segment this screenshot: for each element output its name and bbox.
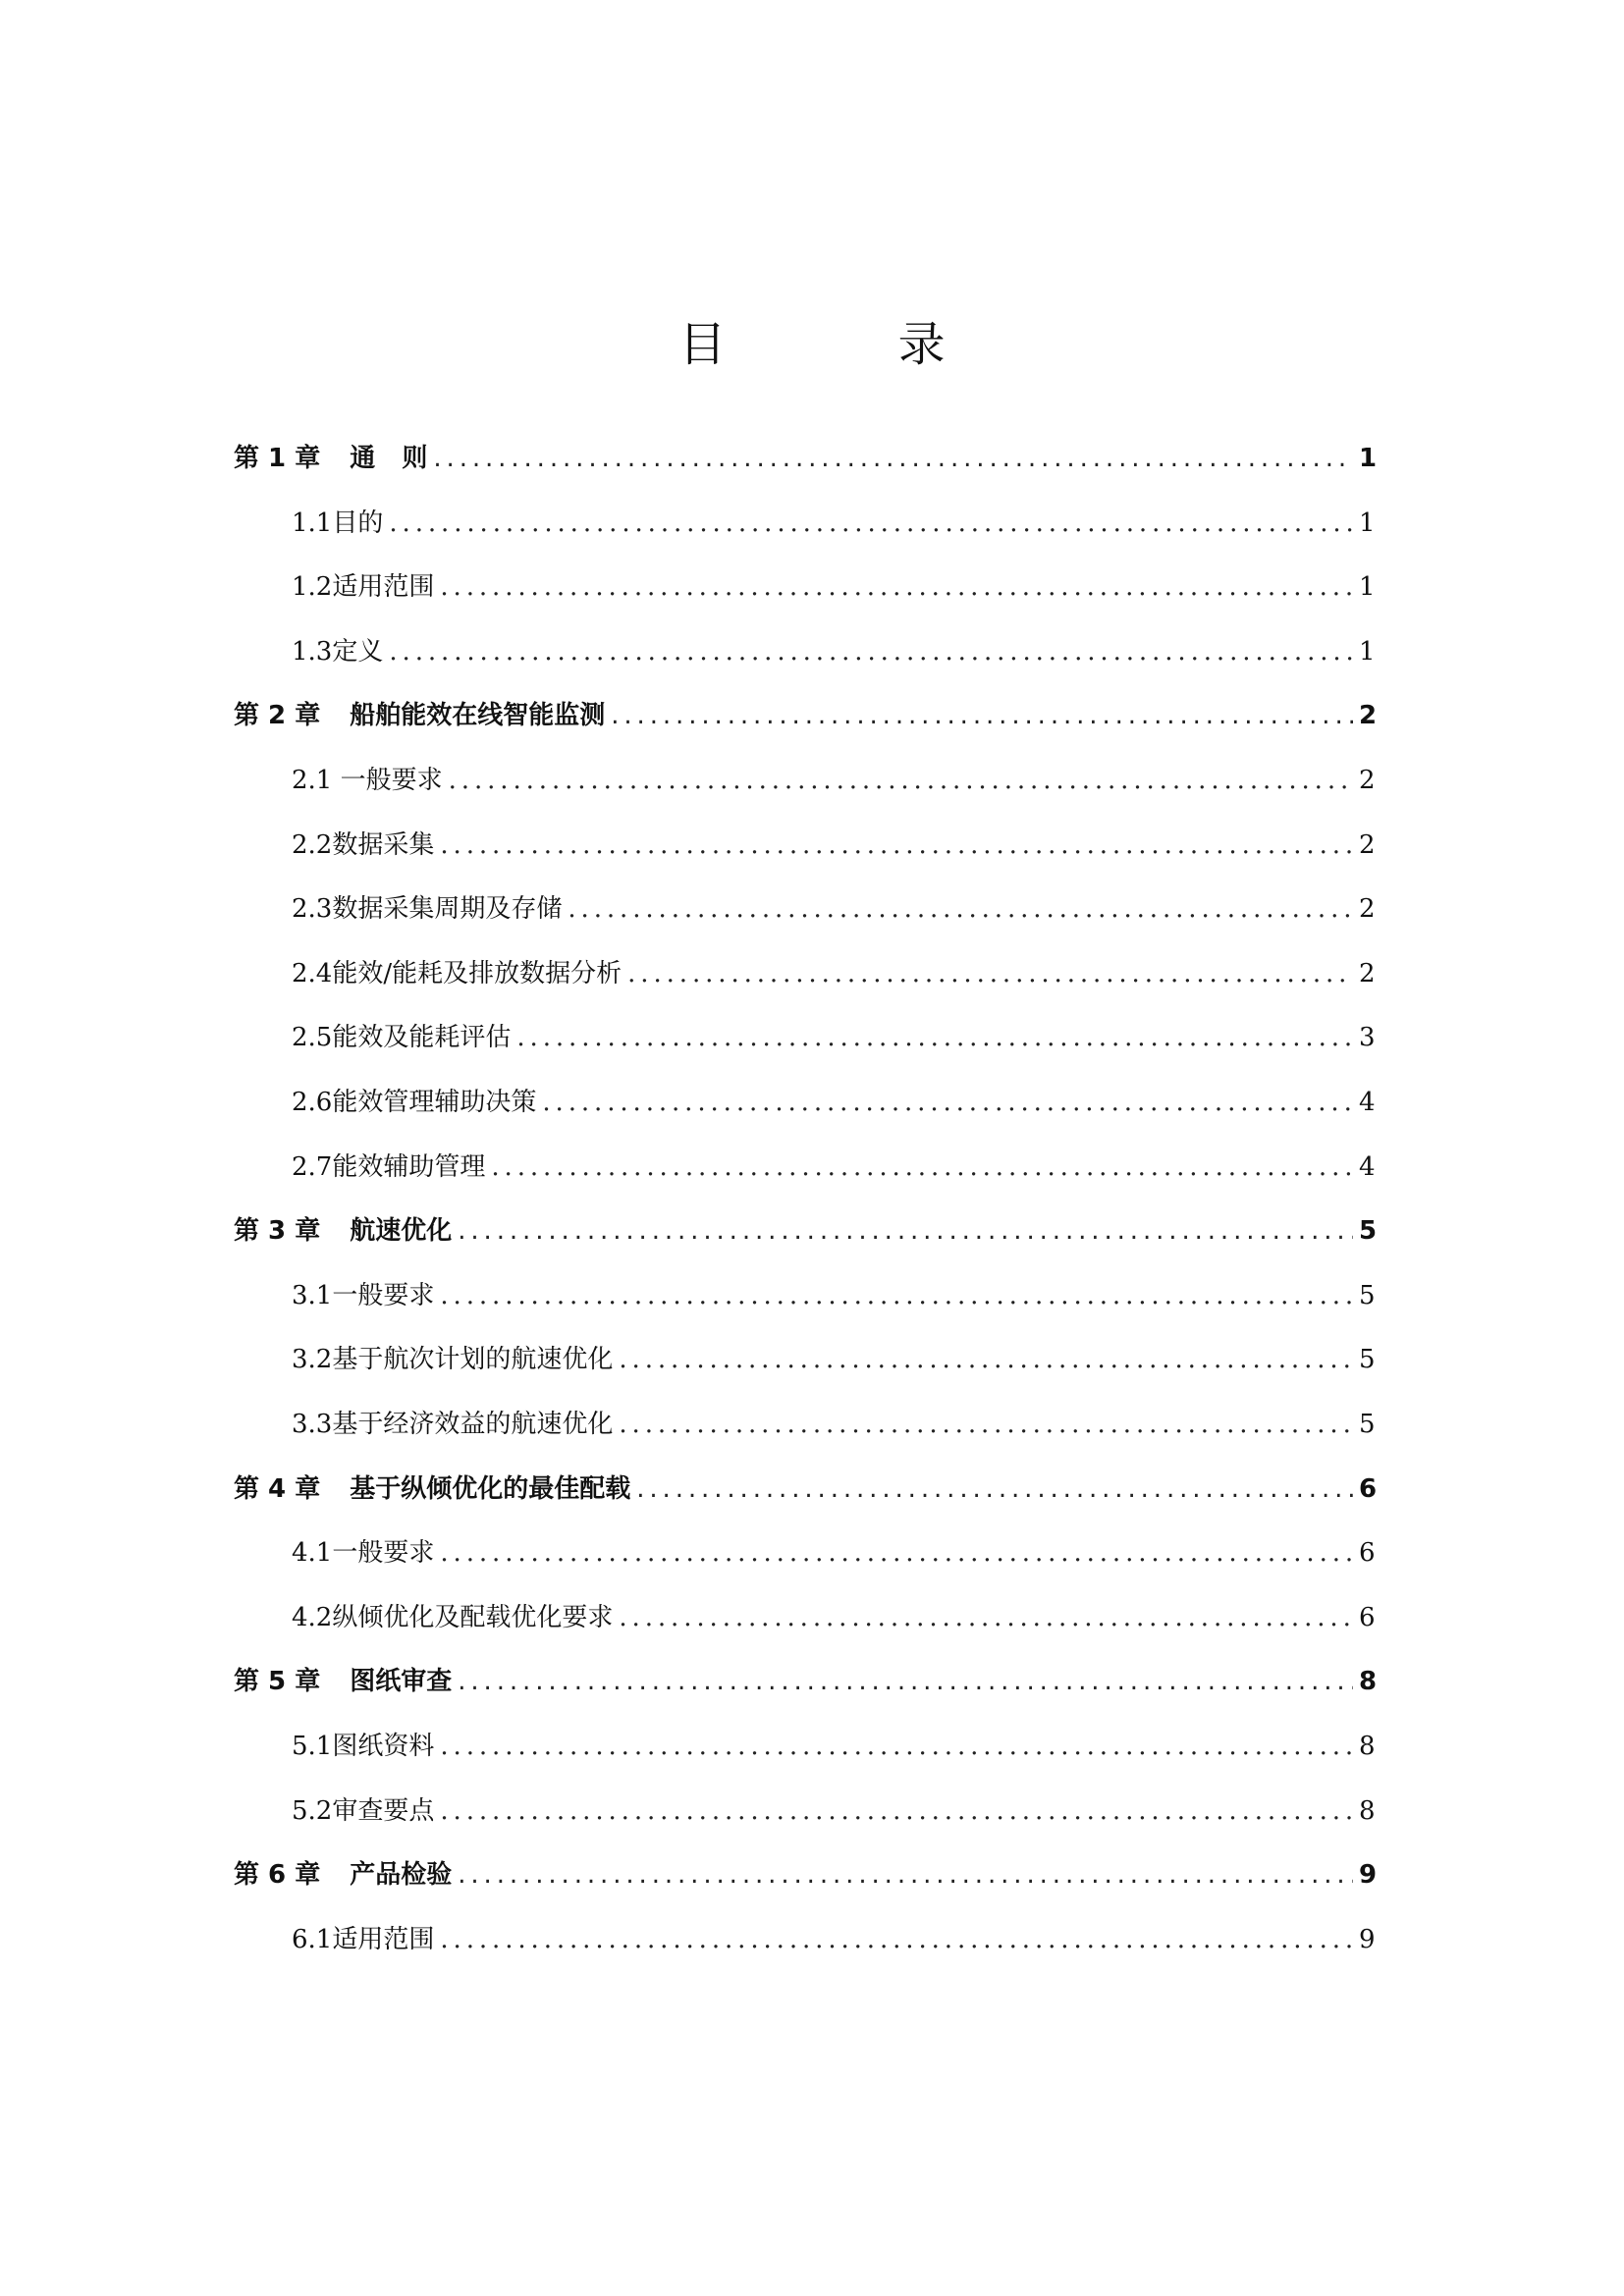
toc-entry-page-number: 2: [1359, 766, 1376, 795]
toc-entry-page-number: 2: [1359, 829, 1376, 860]
toc-chapter-entry[interactable]: [234, 439, 1378, 478]
toc-entry-page-number: 3: [1359, 1023, 1376, 1053]
toc-chapter-entry[interactable]: [234, 1855, 1378, 1895]
toc-entry-label: 基于航次计划的航速优化: [332, 1345, 614, 1375]
toc-chapter-entry[interactable]: [234, 1211, 1378, 1251]
toc-section-entry[interactable]: [292, 1405, 1375, 1444]
toc-dot-leader: [458, 1662, 1353, 1701]
toc-section-entry[interactable]: [292, 1148, 1375, 1187]
toc-section-entry[interactable]: [292, 1276, 1375, 1315]
toc-entry-number: 2.1: [292, 766, 333, 795]
toc-entry-label: 能效/能耗及排放数据分析: [332, 958, 623, 988]
toc-entry-page-number: 5: [1359, 1280, 1376, 1310]
toc-entry-number: 第 6 章: [234, 1860, 321, 1891]
toc-section-entry[interactable]: [292, 1340, 1375, 1379]
toc-entry-number: 第 1 章: [234, 444, 321, 473]
toc-entry-page-number: 6: [1359, 1602, 1376, 1632]
toc-entry-number: 4.2: [292, 1602, 333, 1632]
toc-entry-page-number: 1: [1359, 444, 1378, 473]
toc-entry-page-number: 5: [1359, 1345, 1376, 1375]
toc-section-entry[interactable]: [292, 1018, 1375, 1057]
toc-entry-number: 1.2: [292, 572, 333, 603]
toc-section-entry[interactable]: [292, 1083, 1375, 1122]
toc-entry-label: 船舶能效在线智能监测: [350, 701, 606, 731]
toc-entry-page-number: 2: [1359, 894, 1376, 925]
toc-chapter-entry[interactable]: [234, 1662, 1378, 1701]
toc-entry-label: 通 则: [350, 444, 428, 473]
toc-dot-leader: [389, 504, 1353, 543]
toc-dot-leader: [542, 1083, 1353, 1122]
toc-entry-page-number: 8: [1359, 1732, 1376, 1761]
toc-entry-label: 基于纵倾优化的最佳配载: [350, 1473, 631, 1504]
toc-dot-leader: [440, 1791, 1353, 1831]
toc-entry-label: 产品检验: [350, 1860, 453, 1891]
toc-entry-page-number: 9: [1359, 1924, 1376, 1954]
toc-entry-number: 第 2 章: [234, 701, 321, 731]
toc-section-entry[interactable]: [292, 889, 1375, 929]
toc-section-entry[interactable]: [292, 1920, 1375, 1959]
toc-entry-label: 航速优化: [350, 1216, 453, 1247]
toc-dot-leader: [440, 1727, 1353, 1766]
toc-entry-label: 适用范围: [332, 572, 435, 603]
toc-dot-leader: [433, 439, 1353, 478]
toc-entry-label: 一般要求: [332, 1538, 435, 1569]
toc-entry-label: 纵倾优化及配载优化要求: [332, 1602, 614, 1632]
toc-entry-page-number: 6: [1359, 1473, 1378, 1504]
toc-dot-leader: [440, 567, 1353, 607]
toc-section-entry[interactable]: [292, 567, 1375, 607]
toc-entry-number: 2.3: [292, 894, 333, 925]
toc-entry-label: 数据采集: [332, 829, 435, 860]
toc-entry-page-number: 5: [1359, 1216, 1378, 1247]
toc-dot-leader: [389, 632, 1353, 671]
toc-entry-label: 一般要求: [332, 766, 443, 795]
toc-section-entry[interactable]: [292, 1533, 1375, 1573]
toc-dot-leader: [636, 1469, 1353, 1509]
toc-entry-page-number: 2: [1359, 701, 1378, 731]
toc-entry-number: 第 4 章: [234, 1473, 321, 1504]
toc-entry-number: 3.3: [292, 1410, 333, 1439]
toc-entry-label: 定义: [332, 636, 384, 667]
toc-entry-number: 3.1: [292, 1280, 333, 1310]
toc-entry-number: 第 5 章: [234, 1667, 321, 1697]
toc-entry-label: 图纸资料: [332, 1732, 435, 1761]
toc-dot-leader: [619, 1405, 1353, 1444]
toc-entry-number: 6.1: [292, 1924, 333, 1954]
toc-entry-label: 能效管理辅助决策: [332, 1088, 537, 1117]
toc-dot-leader: [611, 696, 1353, 735]
toc-section-entry[interactable]: [292, 1727, 1375, 1766]
toc-entry-page-number: 4: [1359, 1088, 1376, 1117]
toc-section-entry[interactable]: [292, 632, 1375, 671]
toc-dot-leader: [440, 826, 1353, 865]
toc-entry-page-number: 1: [1359, 507, 1376, 538]
toc-entry-number: 3.2: [292, 1345, 333, 1375]
toc-dot-leader: [458, 1855, 1353, 1895]
toc-entry-number: 1.1: [292, 507, 333, 538]
toc-section-entry[interactable]: [292, 761, 1375, 800]
toc-entry-label: 基于经济效益的航速优化: [332, 1410, 614, 1439]
toc-entry-number: 2.6: [292, 1088, 333, 1117]
toc-dot-leader: [627, 954, 1353, 993]
toc-entry-label: 图纸审查: [350, 1667, 453, 1697]
toc-dot-leader: [440, 1533, 1353, 1573]
toc-dot-leader: [491, 1148, 1353, 1187]
toc-entry-page-number: 6: [1359, 1538, 1376, 1569]
toc-entry-label: 一般要求: [332, 1280, 435, 1310]
toc-section-entry[interactable]: [292, 1791, 1375, 1831]
toc-entry-number: 5.1: [292, 1732, 333, 1761]
toc-dot-leader: [516, 1018, 1353, 1057]
toc-entry-label: 目的: [332, 507, 384, 538]
page-title: 目 录: [678, 317, 1024, 372]
toc-dot-leader: [619, 1598, 1353, 1637]
toc-entry-page-number: 8: [1359, 1795, 1376, 1826]
toc-entry-number: 2.7: [292, 1151, 333, 1182]
toc-entry-label: 适用范围: [332, 1924, 435, 1954]
toc-entry-label: 能效及能耗评估: [332, 1023, 512, 1053]
toc-section-entry[interactable]: [292, 1598, 1375, 1637]
toc-dot-leader: [440, 1920, 1353, 1959]
toc-section-entry[interactable]: [292, 954, 1375, 993]
toc-entry-number: 2.4: [292, 958, 333, 988]
toc-section-entry[interactable]: [292, 504, 1375, 543]
toc-entry-page-number: 1: [1359, 636, 1376, 667]
toc-entry-page-number: 5: [1359, 1410, 1376, 1439]
toc-entry-number: 5.2: [292, 1795, 333, 1826]
toc-section-entry[interactable]: [292, 826, 1375, 865]
toc-entry-page-number: 8: [1359, 1667, 1378, 1697]
toc-dot-leader: [458, 1211, 1353, 1251]
toc-entry-page-number: 2: [1359, 958, 1376, 988]
toc-entry-label: 能效辅助管理: [332, 1151, 486, 1182]
toc-entry-number: 2.2: [292, 829, 333, 860]
toc-entry-number: 2.5: [292, 1023, 333, 1053]
toc-entry-label: 审查要点: [332, 1795, 435, 1826]
toc-entry-number: 1.3: [292, 636, 333, 667]
toc-dot-leader: [440, 1276, 1353, 1315]
toc-chapter-entry[interactable]: [234, 1469, 1378, 1509]
toc-entry-label: 数据采集周期及存储: [332, 894, 563, 925]
toc-entry-page-number: 4: [1359, 1151, 1376, 1182]
toc-dot-leader: [568, 889, 1353, 929]
toc-entry-number: 第 3 章: [234, 1216, 321, 1247]
toc-entry-page-number: 1: [1359, 572, 1376, 603]
toc-dot-leader: [449, 761, 1353, 800]
toc-chapter-entry[interactable]: [234, 696, 1378, 735]
toc-entry-number: 4.1: [292, 1538, 333, 1569]
toc-dot-leader: [619, 1340, 1353, 1379]
toc-entry-page-number: 9: [1359, 1860, 1378, 1891]
